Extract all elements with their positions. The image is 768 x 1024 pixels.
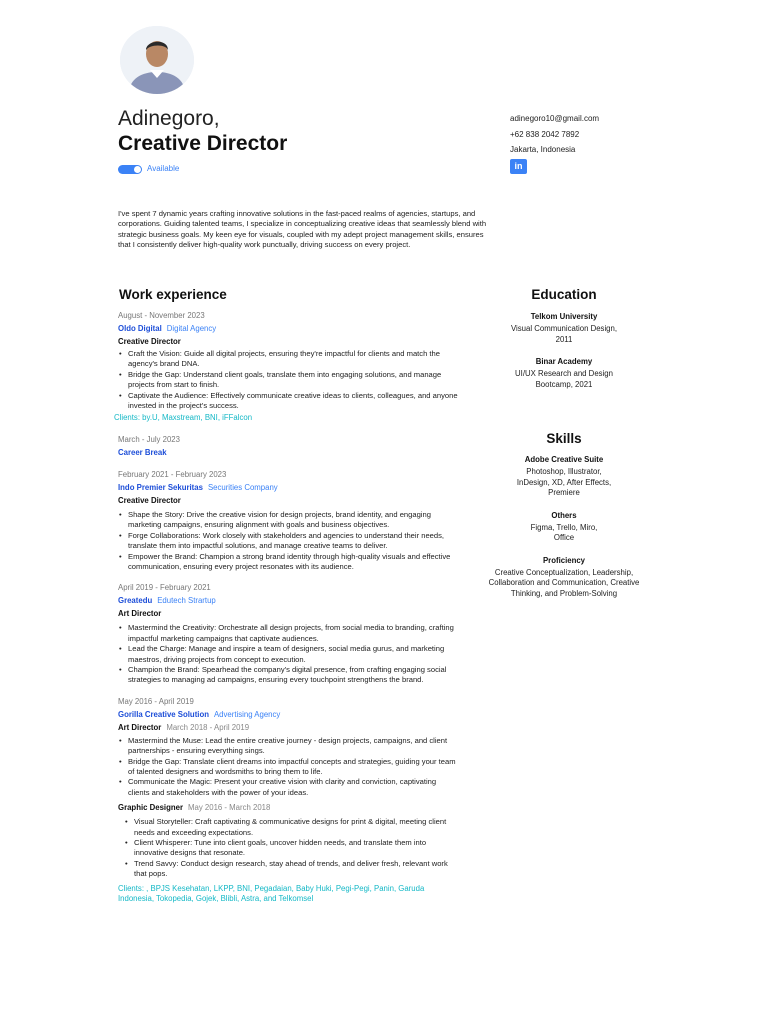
- company-name: Career Break: [118, 447, 167, 457]
- list-item: • Shape the Story: Drive the creative vision for design projects, brand identity, and engaging marketing campaigns, ensuring alignment with goals and business objectives.: [118, 510, 458, 531]
- skills-heading: Skills: [546, 431, 582, 446]
- skill-group-items: Figma, Trello, Miro, Office: [530, 522, 598, 542]
- company-name: Indo Premier Sekuritas: [118, 482, 203, 492]
- job-bullets: [118, 623, 458, 685]
- list-item: • Communicate the Magic: Present your creative vision with clarity and conviction, captivating clients and stakeholders with the power of your ideas.: [118, 777, 458, 798]
- list-item: • Visual Storyteller: Craft captivating & communicative designs for print & digital, meeting client needs and exceeding expectations.: [124, 817, 458, 838]
- school-detail: Visual Communication Design, 2011: [510, 324, 618, 344]
- list-item: • Empower the Brand: Champion a strong brand identity through high-quality visuals and effective communication, ensuring every project resonates with its audience.: [118, 552, 458, 573]
- job-title-dates: March 2018 - April 2019: [166, 722, 250, 732]
- list-item: • Captivate the Audience: Effectively communicate creative ideas to clients, colleagues, and anyone invested in the project's success.: [118, 391, 458, 412]
- job-entry: [118, 469, 458, 572]
- company-name: Gorilla Creative Solution: [118, 709, 209, 719]
- availability-label: Available: [147, 164, 180, 173]
- skill-group-name: Proficiency: [542, 555, 586, 565]
- skill-group-items: Creative Conceptualization, Leadership, Collaboration and Communication, Creative Thinking, and Problem-Solving: [488, 567, 640, 598]
- job-entry: [114, 310, 458, 424]
- school-detail: UI/UX Research and Design Bootcamp, 2021: [515, 369, 613, 389]
- school-name: Telkom University: [530, 312, 598, 321]
- profile-photo-icon: [120, 26, 194, 94]
- location: Jakarta, Indonesia: [510, 145, 576, 154]
- clients-list: Clients: , BPJS Kesehatan, LKPP, BNI, Pegadaian, Baby Huki, Pegi-Pegi, Panin, Garuda Indonesia, Tokopedia, Gojek, Blibli, Astra, and Telkomsel: [118, 883, 425, 904]
- skill-group-items: Photoshop, Illustrator, InDesign, XD, After Effects, Premiere: [516, 467, 612, 497]
- company-type: Edutech Strartup: [157, 596, 216, 606]
- job-title: Creative Director: [118, 337, 181, 346]
- job-entry: [118, 582, 458, 685]
- right-column: [470, 287, 658, 599]
- job-bullets: [118, 349, 458, 411]
- job-bullets: [118, 510, 458, 572]
- job-bullets: [118, 736, 458, 798]
- contact-info: [510, 111, 599, 158]
- job-dates: May 2016 - April 2019: [118, 696, 194, 706]
- email-link[interactable]: adinegoro10@gmail.com: [510, 114, 600, 123]
- company-type: Securities Company: [207, 482, 278, 492]
- list-item: • Mastermind the Muse: Lead the entire creative journey - design projects, campaigns, and client partnerships - ensuring everything sings.: [118, 736, 458, 757]
- job-entry: [118, 434, 458, 458]
- job-title-text: Art Director: [118, 722, 162, 732]
- job-title: [118, 802, 458, 813]
- availability-toggle[interactable]: [118, 165, 142, 174]
- skill-group-name: Others: [551, 510, 577, 520]
- list-item: • Champion the Brand: Spearhead the company's digital presence, from crafting engaging social strategies to managing ad campaigns, ensuring every touchpoint strengthens the brand.: [118, 665, 458, 686]
- work-list: [114, 310, 458, 905]
- job-title-dates: May 2016 - March 2018: [188, 803, 271, 813]
- list-item: • Mastermind the Creativity: Orchestrate all design projects, from social media to branding, crafting impactful marketing campaigns that captivate audiences.: [118, 623, 458, 644]
- job-title: Art Director: [118, 609, 162, 619]
- list-item: • Bridge the Gap: Translate client dreams into impactful concepts and strategies, guiding your team of talented designers and wordsmiths to bring them to life.: [118, 757, 458, 778]
- school-name: Binar Academy: [535, 357, 593, 366]
- avatar: [120, 26, 194, 94]
- list-item: • Forge Collaborations: Work closely with stakeholders and agencies to understand their needs, translate them into impactful solutions, and manage creative teams to deliver.: [118, 531, 458, 552]
- clients-list: Clients: by.U, Maxstream, BNI, iFFalcon: [114, 413, 253, 423]
- job-dates: March - July 2023: [118, 434, 180, 444]
- summary-text: I've spent 7 dynamic years crafting innovative solutions in the fast-paced realms of agencies, startups, and corporations. Guiding talented teams, I specialize in conceptualizing creative ideas that seamlessly blend with strategic business goals. My keen eye for visuals, coupled with my adept project management skills, ensures that I consistently deliver high-quality work punctually, driving success on every project.: [118, 209, 487, 249]
- company-type: Advertising Agency: [213, 709, 281, 719]
- person-name: Adinegoro,: [118, 107, 220, 130]
- job-title: Creative Director: [118, 495, 181, 505]
- work-experience-heading: Work experience: [119, 287, 227, 302]
- company-name: Oldo Digital: [118, 324, 162, 333]
- skill-group-name: Adobe Creative Suite: [524, 455, 604, 464]
- job-title-text: Graphic Designer: [118, 803, 183, 813]
- list-item: • Client Whisperer: Tune into client goals, uncover hidden needs, and translate them into innovative designs that resonate.: [124, 838, 458, 859]
- education-heading: Education: [531, 287, 597, 302]
- job-dates: August - November 2023: [118, 311, 205, 320]
- job-dates: February 2021 - February 2023: [118, 469, 227, 479]
- list-item: • Trend Savvy: Conduct design research, stay ahead of trends, and deliver fresh, relevant work that pops.: [124, 859, 458, 880]
- person-role: Creative Director: [118, 132, 288, 155]
- job-entry: [118, 696, 458, 905]
- list-item: • Craft the Vision: Guide all digital projects, ensuring they're impactful for clients and match the agency's brand DNA.: [118, 349, 458, 370]
- job-title: [118, 722, 458, 733]
- linkedin-icon[interactable]: in: [510, 159, 527, 174]
- list-item: • Lead the Charge: Manage and inspire a team of designers, social media gurus, and marketing maestros, driving projects from concept to execution.: [118, 644, 458, 665]
- phone-number: +62 838 2042 7892: [510, 129, 580, 139]
- job-bullets: [118, 817, 458, 879]
- company-type: Digital Agency: [166, 324, 217, 333]
- company-name: Greatedu: [118, 596, 153, 606]
- list-item: • Bridge the Gap: Understand client goals, translate them into engaging solutions, and manage projects from start to finish.: [118, 370, 458, 391]
- job-dates: April 2019 - February 2021: [118, 583, 211, 593]
